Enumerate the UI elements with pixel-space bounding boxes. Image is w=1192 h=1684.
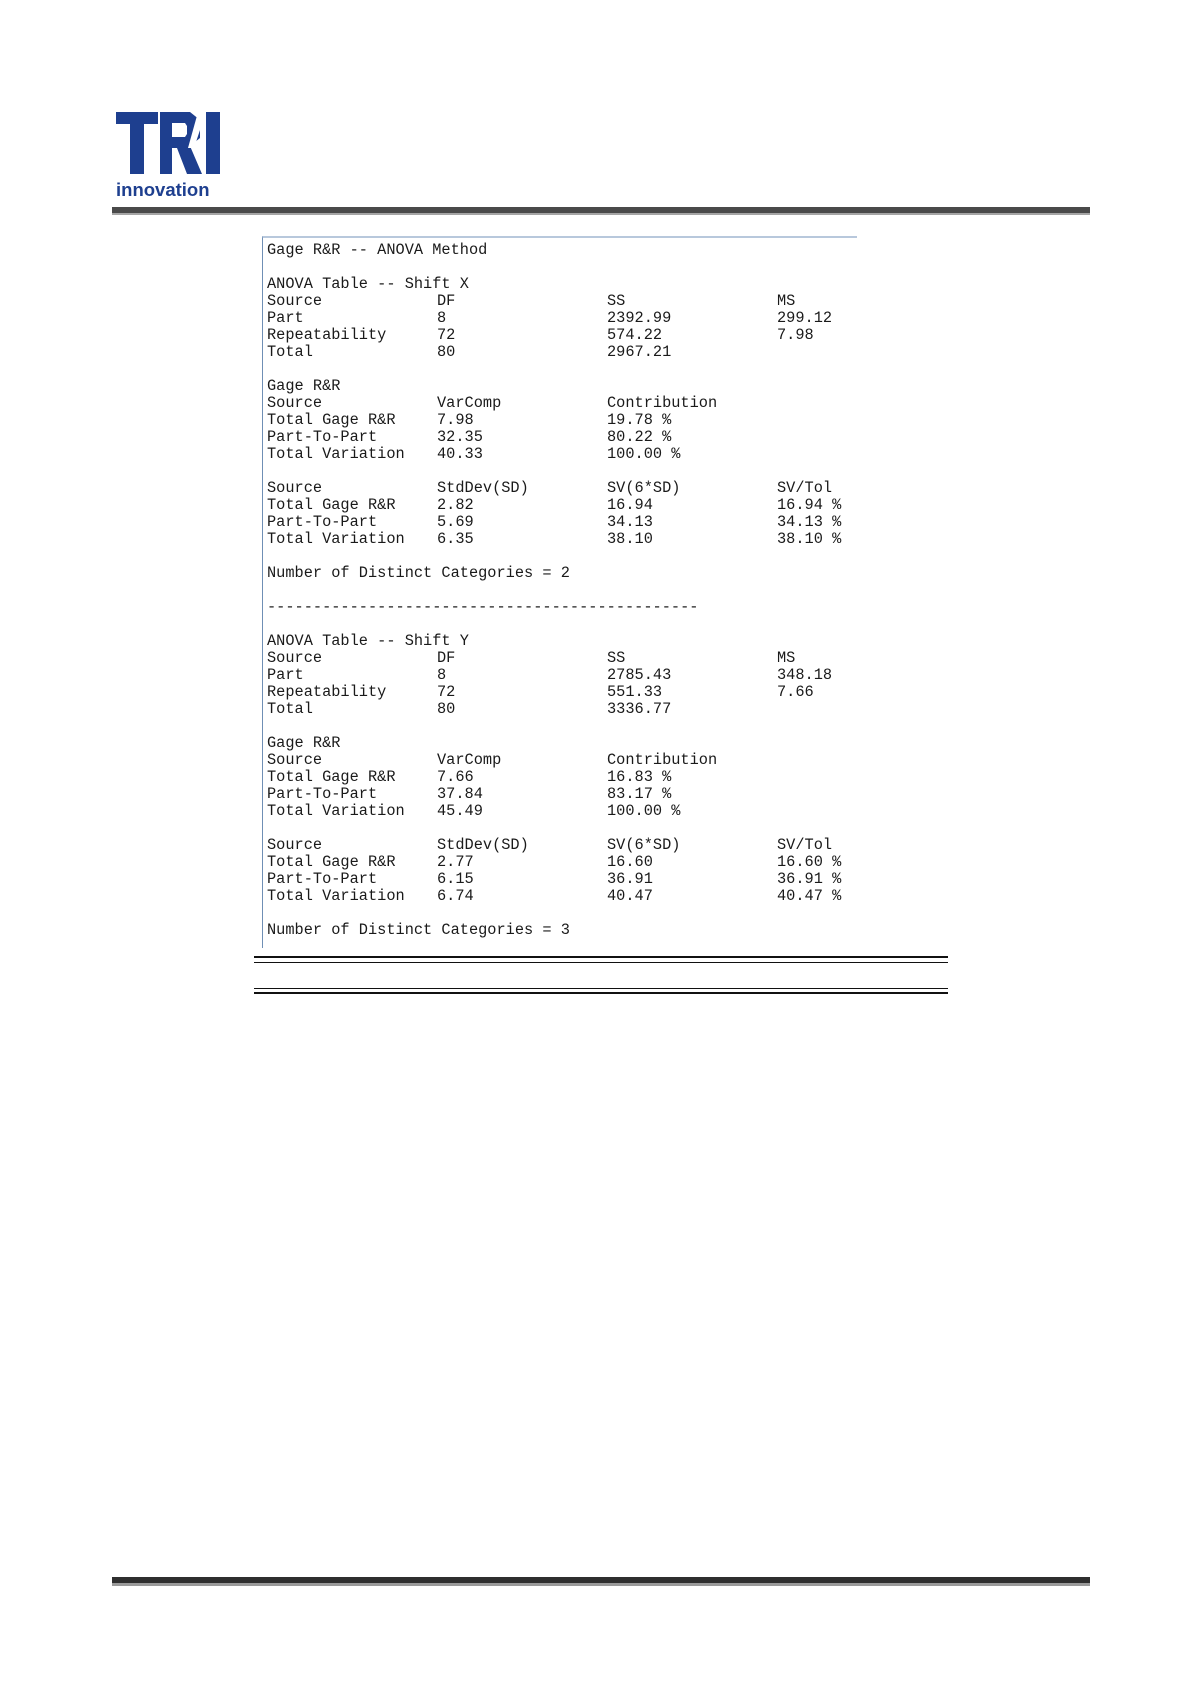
sd-header-row-cell: StdDev(SD) (437, 479, 529, 497)
anova-console-text (267, 242, 867, 939)
gage-row (267, 429, 867, 446)
anova-row-cell: Part (267, 309, 304, 327)
gage-title-text: Gage R&R (267, 377, 341, 395)
sd-row-cell: 16.60 (607, 853, 653, 871)
anova-row (267, 327, 867, 344)
sd-row (267, 531, 867, 548)
blank-line (267, 820, 867, 837)
gage-row-cell: Total Variation (267, 802, 405, 820)
gage-row (267, 412, 867, 429)
anova-header-row-cell: DF (437, 649, 456, 667)
anova-row-cell: 3336.77 (607, 700, 672, 718)
gage-row-cell: 32.35 (437, 428, 483, 446)
blank-line (267, 361, 867, 378)
sd-row (267, 871, 867, 888)
anova-row (267, 701, 867, 718)
double-rule-top-1 (254, 956, 948, 958)
gage-row (267, 769, 867, 786)
sd-row-cell: 16.60 % (777, 853, 842, 871)
gage-title (267, 735, 867, 752)
sd-row-cell: 36.91 (607, 870, 653, 888)
gage-row-cell: 7.98 (437, 411, 474, 429)
blank-line (267, 463, 867, 480)
anova-header-row-cell: SS (607, 649, 626, 667)
anova-row (267, 310, 867, 327)
anova-row-cell: Total (267, 700, 313, 718)
gage-row-cell: Part-To-Part (267, 428, 378, 446)
anova-table-title (267, 276, 867, 293)
blank-line (267, 582, 867, 599)
anova-row-cell: 551.33 (607, 683, 663, 701)
anova-header-row (267, 293, 867, 310)
gage-header-row-cell: Contribution (607, 394, 718, 412)
anova-row-cell: Part (267, 666, 304, 684)
gage-row-cell: 83.17 % (607, 785, 672, 803)
gage-row-cell: Part-To-Part (267, 785, 378, 803)
anova-header-row (267, 650, 867, 667)
gage-row-cell: 7.66 (437, 768, 474, 786)
gage-header-row (267, 395, 867, 412)
gage-row-cell: Total Variation (267, 445, 405, 463)
sd-header-row-cell: SV(6*SD) (607, 836, 681, 854)
gage-header-row (267, 752, 867, 769)
anova-output-panel (262, 236, 857, 948)
anova-row-cell: 2392.99 (607, 309, 672, 327)
anova-row-cell: 2785.43 (607, 666, 672, 684)
separator-line-text: ----------------------------------------------- (267, 598, 699, 616)
svg-text:innovation: innovation (116, 179, 210, 200)
anova-row-cell: 574.22 (607, 326, 663, 344)
anova-row-cell: 299.12 (777, 309, 833, 327)
double-rule-bottom-1 (254, 988, 948, 989)
anova-row-cell: Repeatability (267, 326, 387, 344)
gage-title (267, 378, 867, 395)
sd-row-cell: 2.77 (437, 853, 474, 871)
gage-row (267, 446, 867, 463)
anova-row-cell: 72 (437, 683, 456, 701)
ndc-line (267, 922, 867, 939)
report-title-text: Gage R&R -- ANOVA Method (267, 241, 488, 259)
ndc-line-text: Number of Distinct Categories = 3 (267, 921, 570, 939)
anova-row-cell: 80 (437, 700, 456, 718)
anova-row-cell: Total (267, 343, 313, 361)
sd-row-cell: Total Gage R&R (267, 496, 396, 514)
gage-row (267, 803, 867, 820)
gage-row-cell: 100.00 % (607, 802, 681, 820)
sd-row (267, 497, 867, 514)
blank-line (267, 616, 867, 633)
sd-header-row (267, 837, 867, 854)
anova-row-cell: 72 (437, 326, 456, 344)
anova-table-title-text: ANOVA Table -- Shift Y (267, 632, 469, 650)
gage-row (267, 786, 867, 803)
anova-header-row-cell: Source (267, 292, 323, 310)
gage-row-cell: 37.84 (437, 785, 483, 803)
footer-rule (112, 1577, 1090, 1586)
sd-row-cell: Total Variation (267, 530, 405, 548)
anova-row-cell: Repeatability (267, 683, 387, 701)
ndc-line (267, 565, 867, 582)
anova-table-title (267, 633, 867, 650)
sd-row (267, 888, 867, 905)
ndc-line-text: Number of Distinct Categories = 2 (267, 564, 570, 582)
sd-row-cell: 40.47 % (777, 887, 842, 905)
sd-header-row-cell: StdDev(SD) (437, 836, 529, 854)
sd-row (267, 854, 867, 871)
blank-line (267, 905, 867, 922)
sd-row-cell: Total Gage R&R (267, 853, 396, 871)
double-rule-top-2 (254, 962, 948, 963)
sd-row-cell: 16.94 (607, 496, 653, 514)
sd-row-cell: Part-To-Part (267, 513, 378, 531)
sd-row-cell: Total Variation (267, 887, 405, 905)
gage-row-cell: 19.78 % (607, 411, 672, 429)
sd-row-cell: 38.10 (607, 530, 653, 548)
anova-header-row-cell: Source (267, 649, 323, 667)
header-rule (112, 207, 1090, 215)
anova-row-cell: 348.18 (777, 666, 833, 684)
anova-row (267, 344, 867, 361)
logo-mark (114, 108, 234, 200)
sd-header-row-cell: Source (267, 479, 323, 497)
sd-row-cell: 6.74 (437, 887, 474, 905)
anova-header-row-cell: MS (777, 649, 796, 667)
tri-innovation-logo (114, 108, 234, 200)
anova-row-cell: 8 (437, 309, 447, 327)
gage-row-cell: 40.33 (437, 445, 483, 463)
anova-row-cell: 7.98 (777, 326, 814, 344)
sd-header-row-cell: SV/Tol (777, 479, 833, 497)
double-rule-bottom-2 (254, 992, 948, 994)
anova-header-row-cell: DF (437, 292, 456, 310)
gage-row-cell: Total Gage R&R (267, 768, 396, 786)
sd-row-cell: 2.82 (437, 496, 474, 514)
gage-header-row-cell: Source (267, 751, 323, 769)
sd-row-cell: 40.47 (607, 887, 653, 905)
anova-row-cell: 2967.21 (607, 343, 672, 361)
sd-row-cell: 6.35 (437, 530, 474, 548)
blank-line (267, 718, 867, 735)
gage-title-text: Gage R&R (267, 734, 341, 752)
gage-row-cell: 45.49 (437, 802, 483, 820)
gage-header-row-cell: VarComp (437, 394, 502, 412)
sd-row-cell: 34.13 (607, 513, 653, 531)
anova-header-row-cell: MS (777, 292, 796, 310)
sd-row-cell: 6.15 (437, 870, 474, 888)
anova-header-row-cell: SS (607, 292, 626, 310)
anova-row-cell: 7.66 (777, 683, 814, 701)
sd-row (267, 514, 867, 531)
sd-header-row (267, 480, 867, 497)
sd-row-cell: 38.10 % (777, 530, 842, 548)
gage-row-cell: 80.22 % (607, 428, 672, 446)
anova-row-cell: 8 (437, 666, 447, 684)
sd-row-cell: 36.91 % (777, 870, 842, 888)
anova-row (267, 684, 867, 701)
gage-header-row-cell: VarComp (437, 751, 502, 769)
blank-line (267, 259, 867, 276)
sd-row-cell: 5.69 (437, 513, 474, 531)
anova-row (267, 667, 867, 684)
sd-header-row-cell: SV(6*SD) (607, 479, 681, 497)
sd-row-cell: 34.13 % (777, 513, 842, 531)
anova-table-title-text: ANOVA Table -- Shift X (267, 275, 469, 293)
sd-header-row-cell: SV/Tol (777, 836, 833, 854)
report-title (267, 242, 867, 259)
gage-row-cell: Total Gage R&R (267, 411, 396, 429)
gage-header-row-cell: Source (267, 394, 323, 412)
gage-row-cell: 16.83 % (607, 768, 672, 786)
separator-line (267, 599, 867, 616)
blank-line (267, 548, 867, 565)
gage-header-row-cell: Contribution (607, 751, 718, 769)
anova-row-cell: 80 (437, 343, 456, 361)
sd-row-cell: 16.94 % (777, 496, 842, 514)
gage-row-cell: 100.00 % (607, 445, 681, 463)
sd-row-cell: Part-To-Part (267, 870, 378, 888)
sd-header-row-cell: Source (267, 836, 323, 854)
